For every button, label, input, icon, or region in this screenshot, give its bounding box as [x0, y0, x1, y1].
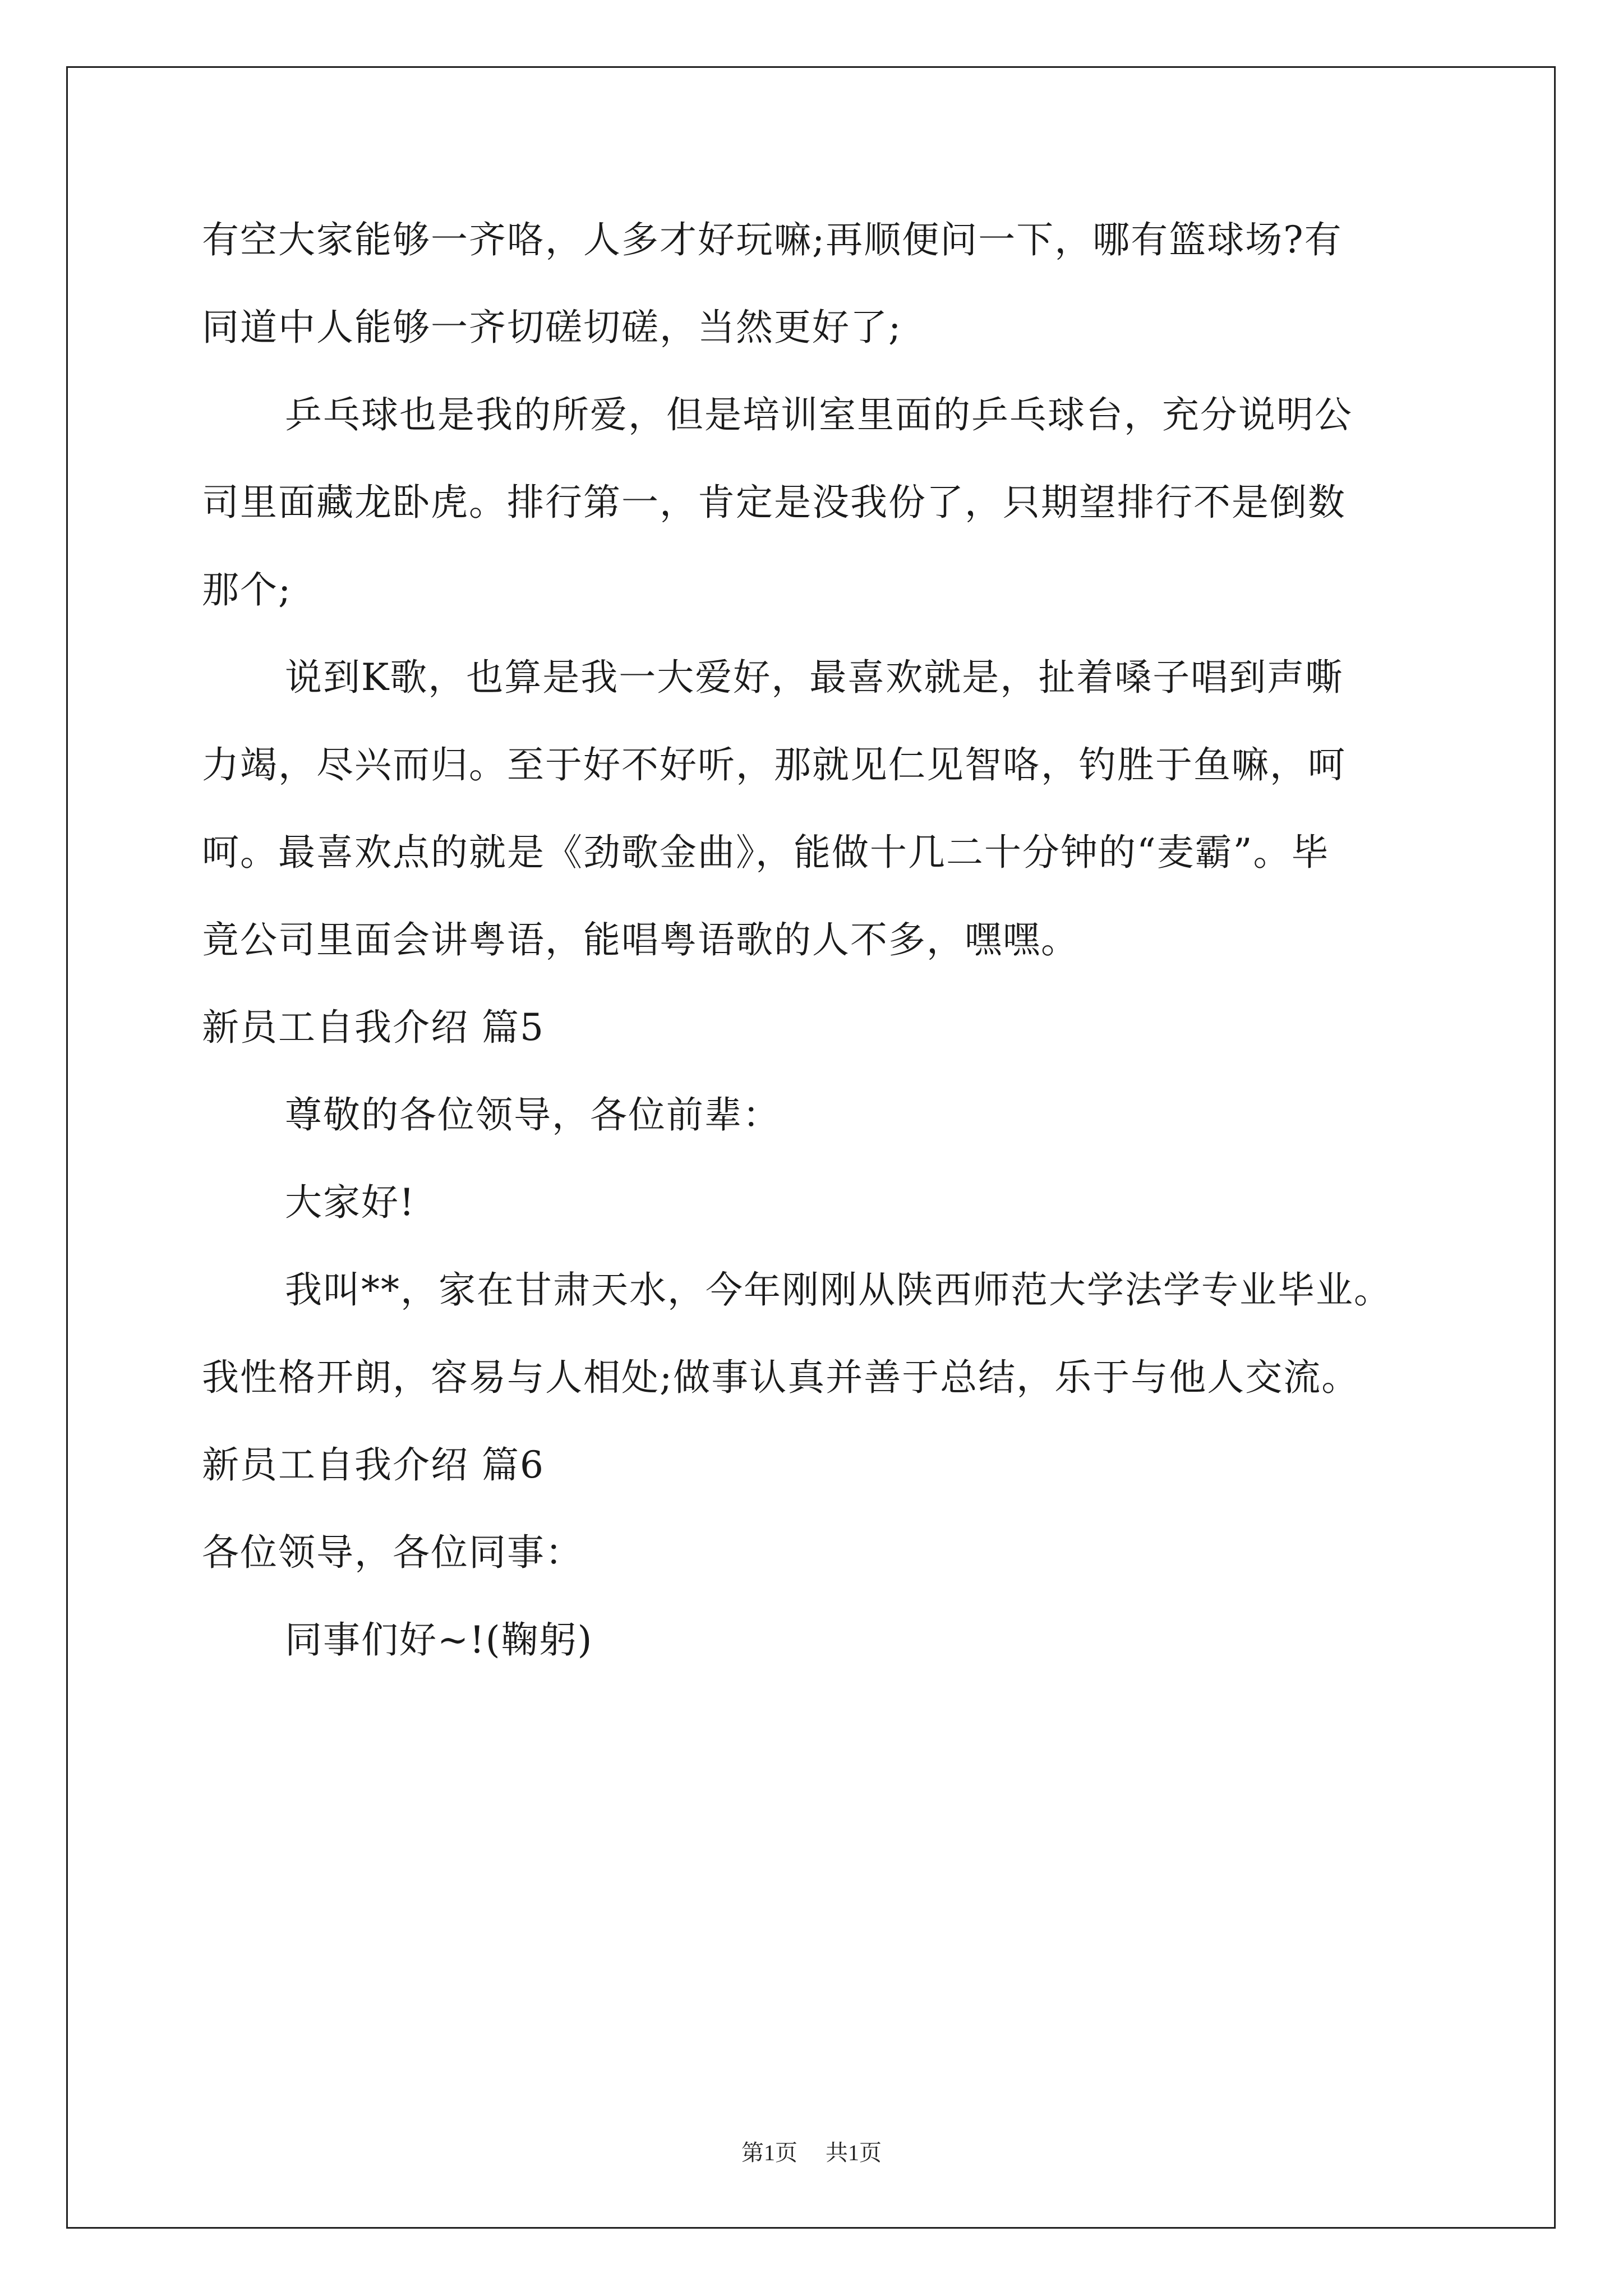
paragraph-line: 说到K歌，也算是我一大爱好，最喜欢就是，扯着嗓子唱到声嘶 — [285, 656, 1344, 699]
paragraph-line: 同事们好~!(鞠躬) — [285, 1618, 593, 1662]
paragraph-line: 呵。最喜欢点的就是《劲歌金曲》，能做十几二十分钟的“麦霸”。毕 — [202, 831, 1330, 874]
paragraph-line: 那个; — [202, 568, 292, 611]
paragraph-line: 我叫**，家在甘肃天水，今年刚刚从陕西师范大学法学专业毕业。 — [285, 1268, 1392, 1312]
paragraph-line: 尊敬的各位领导，各位前辈： — [285, 1093, 781, 1137]
section-heading: 新员工自我介绍 篇6 — [202, 1443, 545, 1487]
paragraph-line: 同道中人能够一齐切磋切磋，当然更好了; — [202, 306, 902, 349]
paragraph-line: 大家好! — [285, 1181, 416, 1224]
paragraph-line: 各位领导，各位同事： — [202, 1531, 583, 1574]
document-body — [202, 218, 1481, 1709]
total-pages: 共1页 — [826, 2140, 882, 2165]
page-number: 第1页 — [741, 2140, 797, 2165]
paragraph-line: 乒乓球也是我的所爱，但是培训室里面的乒乓球台，充分说明公 — [285, 393, 1353, 436]
paragraph-line: 力竭，尽兴而归。至于好不好听，那就见仁见智咯，钓胜于鱼嘛，呵 — [202, 743, 1346, 786]
section-heading: 新员工自我介绍 篇5 — [202, 1006, 545, 1049]
paragraph-line: 我性格开朗，容易与人相处;做事认真并善于总结，乐于与他人交流。 — [202, 1356, 1360, 1399]
page-footer — [0, 2142, 1623, 2164]
paragraph-line: 竟公司里面会讲粤语，能唱粤语歌的人不多，嘿嘿。 — [202, 918, 1079, 961]
paragraph-line: 有空大家能够一齐咯，人多才好玩嘛;再顺便问一下，哪有篮球场?有 — [202, 218, 1343, 261]
paragraph-line: 司里面藏龙卧虎。排行第一，肯定是没我份了，只期望排行不是倒数 — [202, 481, 1346, 524]
